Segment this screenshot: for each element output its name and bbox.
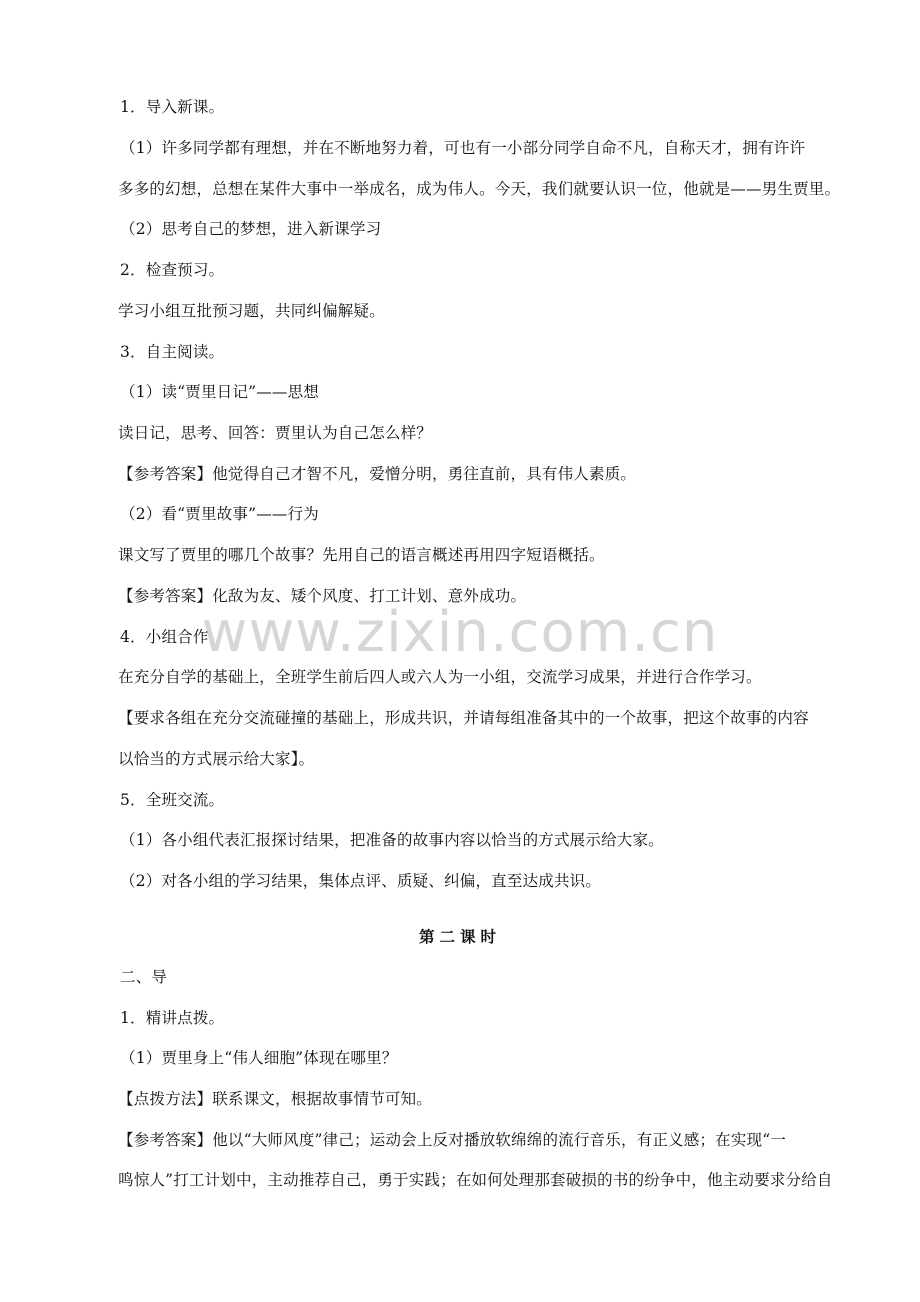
section-heading-5: 5．全班交流。 <box>120 791 225 809</box>
paragraph-line: （2）看“贾里故事”——行为 <box>120 505 320 523</box>
answer-line: 鸣惊人”打工计划中，主动推荐自己，勇于实践；在如何处理那套破损的书的纷争中，他主动要求分给自 <box>118 1171 833 1189</box>
section-heading-2: 2．检查预习。 <box>120 261 225 279</box>
section-heading: 二、导 <box>120 968 168 986</box>
watermark: www.zixin.com.cn <box>201 600 719 665</box>
paragraph-line: 【要求各组在充分交流碰撞的基础上，形成共识，并请每组准备其中的一个故事，把这个故事的内容 <box>118 709 809 727</box>
paragraph-line: （1）读“贾里日记”——思想 <box>120 383 320 401</box>
section-heading-4: 4．小组合作 <box>120 628 209 646</box>
paragraph-line: 【点拨方法】联系课文，根据故事情节可知。 <box>118 1090 433 1108</box>
paragraph-line: （2）对各小组的学习结果，集体点评、质疑、纠偏，直至达成共识。 <box>120 872 602 890</box>
section-heading-3: 3．自主阅读。 <box>120 343 225 361</box>
paragraph-line: 在充分自学的基础上，全班学生前后四人或六人为一小组，交流学习成果，并进行合作学习。 <box>118 668 762 686</box>
section-heading: 1．精讲点拨。 <box>120 1009 225 1027</box>
answer-line: 【参考答案】他以“大师风度”律己；运动会上反对播放软绵绵的流行音乐，有正义感；在实现“一 <box>118 1131 787 1149</box>
paragraph-line: 学习小组互批预习题，共同纠偏解疑。 <box>118 302 385 320</box>
paragraph-line: （1）各小组代表汇报探讨结果，把准备的故事内容以恰当的方式展示给大家。 <box>120 831 664 849</box>
answer-line: 【参考答案】他觉得自己才智不凡，爱憎分明，勇往直前，具有伟人素质。 <box>118 465 637 483</box>
paragraph-line: 多多的幻想，总想在某件大事中一举成名，成为伟人。今天，我们就要认识一位，他就是——男生贾里。 <box>118 180 841 198</box>
paragraph-line: （2）思考自己的梦想，进入新课学习 <box>120 220 382 238</box>
lesson-title: 第二课时 <box>418 927 501 946</box>
paragraph-line: 课文写了贾里的哪几个故事？先用自己的语言概述再用四字短语概括。 <box>118 546 605 564</box>
paragraph-line: （1）许多同学都有理想，并在不断地努力着，可也有一小部分同学自命不凡，自称天才，拥有许许 <box>120 139 806 157</box>
paragraph-line: 读日记，思考、回答：贾里认为自己怎么样？ <box>118 424 433 442</box>
paragraph-line: （1）贾里身上“伟人细胞”体现在哪里？ <box>120 1049 398 1067</box>
section-heading-1: 1．导入新课。 <box>120 98 225 116</box>
paragraph-line: 以恰当的方式展示给大家】。 <box>118 750 315 768</box>
answer-line: 【参考答案】化敌为友、矮个风度、打工计划、意外成功。 <box>118 587 527 605</box>
